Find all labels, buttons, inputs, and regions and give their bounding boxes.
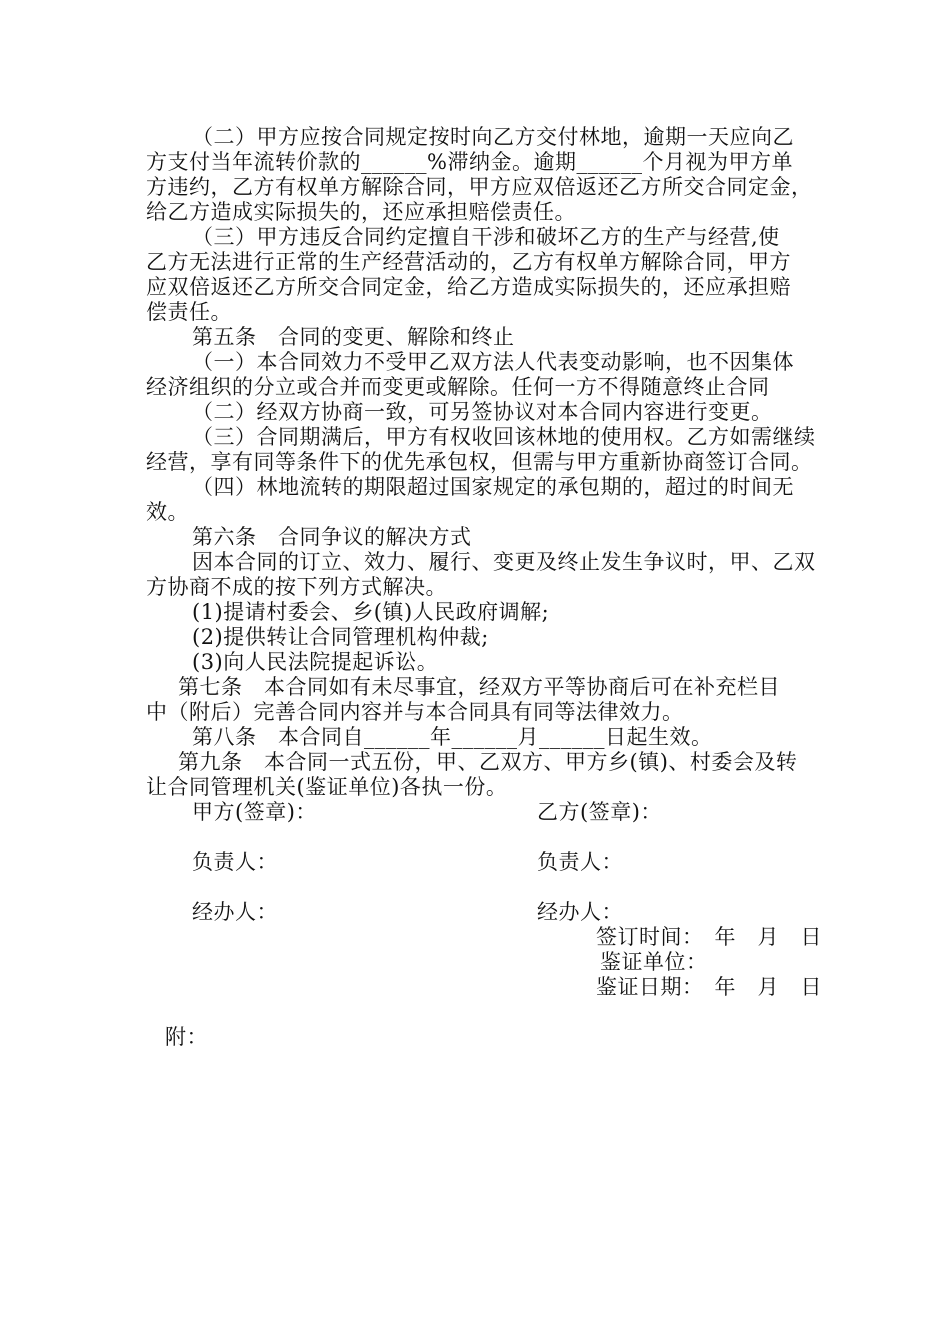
appendix-label: 附： xyxy=(165,1025,208,1049)
party-b-responsible-label: 负责人： xyxy=(537,850,623,874)
party-b-seal-label: 乙方(签章)： xyxy=(537,800,662,824)
text-line: （四）林地流转的期限超过国家规定的承包期的，超过的时间无 xyxy=(192,475,794,499)
text-line: 乙方无法进行正常的生产经营活动的，乙方有权单方解除合同，甲方 xyxy=(146,250,791,274)
text-line: 经济组织的分立或合并而变更或解除。任何一方不得随意终止合同 xyxy=(146,375,770,399)
text-line: 方支付当年流转价款的______%滞纳金。逾期______个月视为甲方单 xyxy=(146,150,793,174)
list-item: (2)提供转让合同管理机构仲裁; xyxy=(192,625,489,649)
verification-date-label: 鉴证日期： 年 月 日 xyxy=(596,975,822,999)
text-line: （二）经双方协商一致，可另签协议对本合同内容进行变更。 xyxy=(192,400,773,424)
section-heading: 第五条 合同的变更、解除和终止 xyxy=(192,325,515,349)
signing-date-label: 签订时间： 年 月 日 xyxy=(596,925,822,949)
list-item: (3)向人民法院提起诉讼。 xyxy=(192,650,439,674)
text-line: 因本合同的订立、效力、履行、变更及终止发生争议时，甲、乙双 xyxy=(192,550,816,574)
text-line: 效。 xyxy=(146,500,189,524)
text-line: 让合同管理机关(鉴证单位)各执一份。 xyxy=(146,775,508,799)
section-heading: 第七条 本合同如有未尽事宜，经双方平等协商后可在补充栏目 xyxy=(178,675,780,699)
text-line: 经营，享有同等条件下的优先承包权，但需与甲方重新协商签订合同。 xyxy=(146,450,813,474)
section-heading: 第六条 合同争议的解决方式 xyxy=(192,525,472,549)
party-a-handler-label: 经办人： xyxy=(192,900,278,924)
text-line: （三）合同期满后，甲方有权收回该林地的使用权。乙方如需继续 xyxy=(192,425,816,449)
text-line: （二）甲方应按合同规定按时向乙方交付林地，逾期一天应向乙 xyxy=(192,125,794,149)
text-line: 方违约，乙方有权单方解除合同，甲方应双倍返还乙方所交合同定金， xyxy=(146,175,813,199)
party-a-seal-label: 甲方(签章)： xyxy=(192,800,317,824)
text-line: 应双倍返还乙方所交合同定金，给乙方造成实际损失的，还应承担赔 xyxy=(146,275,791,299)
party-a-responsible-label: 负责人： xyxy=(192,850,278,874)
text-line: （一）本合同效力不受甲乙双方法人代表变动影响，也不因集体 xyxy=(192,350,794,374)
text-line: （三）甲方违反合同约定擅自干涉和破坏乙方的生产与经营,使 xyxy=(192,225,780,249)
verification-unit-label: 鉴证单位： xyxy=(600,950,708,974)
section-heading: 第九条 本合同一式五份，甲、乙双方、甲方乡(镇)、村委会及转 xyxy=(178,750,798,774)
text-line: 偿责任。 xyxy=(146,300,232,324)
list-item: (1)提请村委会、乡(镇)人民政府调解; xyxy=(192,600,550,624)
section-heading: 第八条 本合同自______年______月______日起生效。 xyxy=(192,725,713,749)
text-line: 给乙方造成实际损失的，还应承担赔偿责任。 xyxy=(146,200,576,224)
text-line: 中（附后）完善合同内容并与本合同具有同等法律效力。 xyxy=(146,700,684,724)
text-line: 方协商不成的按下列方式解决。 xyxy=(146,575,447,599)
party-b-handler-label: 经办人： xyxy=(537,900,623,924)
